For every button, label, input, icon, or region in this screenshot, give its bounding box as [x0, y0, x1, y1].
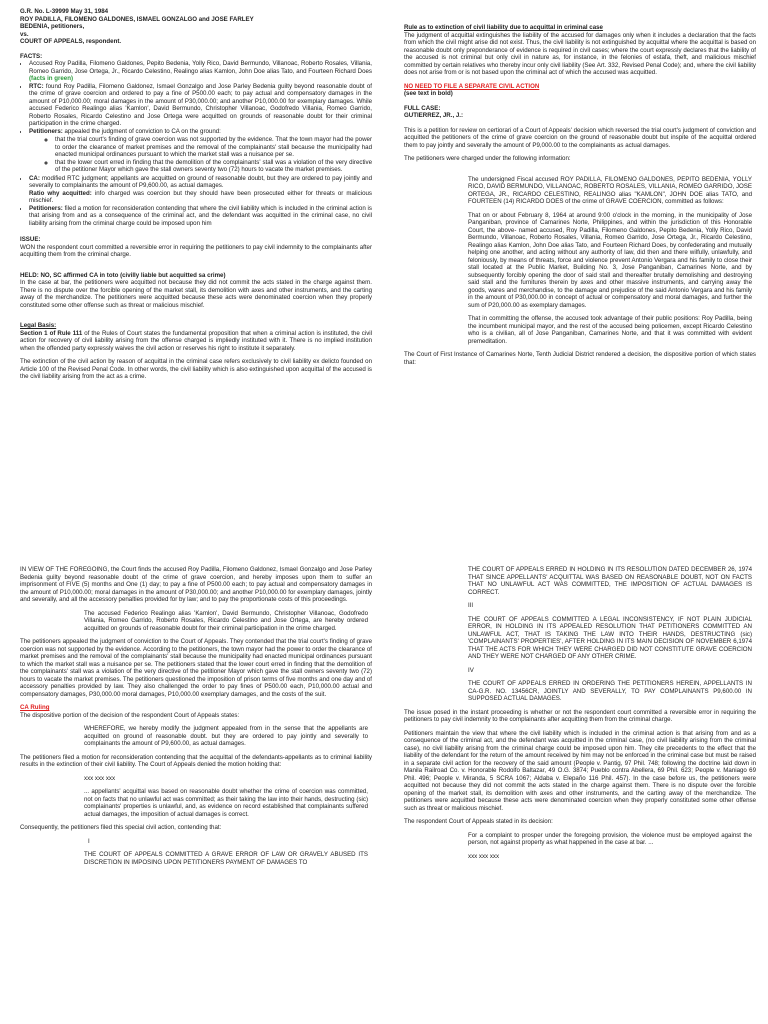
error-4-paragraph: THE COURT OF APPEALS ERRED IN ORDERING THE PETITIONERS HEREIN, APPELLANTS IN CA-G.R. NO. 13456CR, JOINTLY AND SEVERALLY, TO PAY COMPLAINANTS P9,600.00 IN SUPPOSED ACTUAL DAMAGES.: [468, 680, 752, 702]
legal-basis-heading: Legal Basis:: [20, 322, 57, 329]
motion-paragraph: The petitioners filed a motion for reconsideration contending that the acquittal of the defendants-appellants as to criminal liability results in the extinction of their civil liability. The Court of Appeals denied the motion holding that:: [20, 753, 372, 768]
petitioners-maintain-paragraph: Petitioners maintain the view that where the civil liability which is included in the criminal action is that arising from and as a consequence of the criminal act, and the defendant was acquitted in the criminal case, (no civil liability arising from the criminal case), no civil liability arising from the criminal charge could be imposed upon him. They cite precedents to the effect that the liability of the defendant for the return of the amount received by him may not be enforced in the criminal case but must be raised in a separate civil action for the recovery of the said amount (People v. Pantig, 97 Phil. 748; following the doctrine laid down in Manila Railroad Co. v. Honorable Rodolfo Baltazar, 49 O.G. 3874; Pueblo contra Abellera, 69 Phil. 623; People v. Maniago 69 Phil. 496; People v. Miranda, 5 SCRA 1067; Aldaba v. Elepaño 116 Phil. 457). In the case before us, the petitioners were acquitted not because they did not commit the acts stated in the charge against them. There is no dispute over the forcible opening of the market stall, its demolition with axes and other instruments, and the carting away of the merchandize. The petitioners were acquitted because these acts were denominated coercion when they properly constituted some other offense such as threat or malicious mischief.: [404, 729, 756, 812]
wherefore-paragraph: WHEREFORE, we hereby modify the judgment appealed from in the sense that the appellants are acquitted on ground of reasonable doubt. but they are ordered to pay jointly and severally to complainants the amount of P9,600.00, as actual damages.: [84, 725, 368, 747]
fact-item: [29, 128, 372, 174]
page1-left-column: [20, 8, 372, 512]
ellipsis-marker: xxx xxx xxx: [468, 852, 500, 860]
information-paragraph-2: That on or about February 8, 1964 at around 9:00 o'clock in the morning, in the municipality of Jose Panganiban, province of Camarines Norte, Philippines, and within the jurisdiction of this Honorable Court, the above- named accused, Roy Padilla, Filomeno Galdones, Pepito Bedenia, Yolly Rico, David Bermundo, Villanoac, Roberto Rosales, Villania, Romeo Garrido, Jose Ortega, Jr., Ricardo Celestino, Realingo alias Kamlon, John Doe alias Tato, and Fourteen Richard Does, by confederating and mutually helping one another, and acting without any authority of law, did then and there wilfully, unlawfully, and feloniously, by means of threats, force and violence prevent Antonio Vergara and his family to close their stall located at the Public Market, Building No. 3, Jose Panganiban, Camarines Norte, and by subsequently forcibly opening the door of said stall and thereafter brutally demolishing and destroying said stall and the furnitures therein by axes and other massive instruments, and carrying away the goods, wares and merchandise, to the damage and prejudice of the said Antonio Vergara and his family in the amount of P30,000.00 in concept of actual or compensatory and moral damages, and further the sum of P20,000.00 as exemplary damages.: [468, 211, 752, 309]
fact-text: Accused Roy Padilla, Filomeno Galdones, Pepito Bedenia, Yolly Rico, David Bermundo, Villanoac, Roberto Rosales, Villania, Romeo Garrido, Jose Ortega, Jr., Ricardo Celestino, Realingo alias Kamlon, John Doe alias Tato, and Fourteen Richard Does: [29, 60, 372, 75]
fact-label: CA:: [29, 174, 40, 182]
rule-text: The judgment of acquittal extinguishes the liability of the accused for damages only when it includes a declaration that the facts from which the civil might arise did not exist. Thus, the civil liability is not extinguished by acquittal where the acquittal is based on reasonable doubt only preponderance of evidence is required in civil cases; where the court expressly declares that the liability of the accused is not criminal but only civil in nature as, for instance, in the felonies of estafa, theft, and malicious mischief committed by certain relatives who thereby incur only civil liability (See Art. 332, Revised Penal Code); and, where the civil liability does not arise from or is not based upon the criminal act of which the accused was acquitted.: [404, 31, 756, 76]
facts-heading: FACTS:: [20, 52, 43, 60]
fact-subitem: ◦ that the lower court erred in finding that the demolition of the complainants' stall was a violation of the very directive of the petitioner Mayor which gave the stall owners seventy two (72) hours to vacate the market premises.: [55, 159, 372, 174]
see-text-note: (see text in bold): [404, 90, 453, 97]
fact-item: [29, 175, 372, 205]
ca-ruling-heading: CA Ruling: [20, 704, 50, 711]
case-parties-line-2: BEDENIA, petitioners,: [20, 23, 85, 30]
fact-text: appealed the judgment of conviction to CA on the ground:: [64, 127, 221, 135]
held-heading: HELD: NO, SC affirmed CA in toto (civilly liable but acquitted sa crime): [20, 271, 226, 279]
page2-left-column: [20, 566, 372, 1024]
fact-item: [29, 205, 372, 228]
ratio-text: info charged was coercion but they should have been prosecuted either for threats or malicious mischief.: [29, 189, 372, 204]
roman-numeral-1: I: [88, 837, 90, 845]
fact-text: found Roy Padilla, Filomeno Galdonez, Ismael Gonzalgo and Jose Parley Bedenia guilty beyond reasonable doubt of the crime of grave coercion and ordered to pay a fine of P500.00 each; to pay actual and compensatory damages in the amount of P10,000.00; moral damages in the amount of P30,000.00; and another P10,000.00 for exemplary damages. While accused Federico Realingo alias 'Kamlon', David Bermundo, Christopher Villanoac, Godofredo Villania, Romeo Garrido, Roberto Rosales, Ricardo Celestino and Jose Ortega were acquitted on grounds of reasonable doubt for their criminal participation in the crime charged.: [29, 82, 372, 127]
fact-text: filed a motion for reconsideration contending that where the civil liability which is included in the criminal action is that arising from and as a consequence of the criminal act, and the defendant was acquitted in the criminal case, no civil liability arising from the criminal charge could be imposed upon him: [29, 204, 372, 227]
appealed-paragraph: The petitioners appealed the judgment of conviction to the Court of Appeals. They contended that the trial court's finding of grave coercion was not supported by the evidence. According to the petitioners, the town mayor had the power to order the clearance of market premises and the removal of the complainants' stall because the municipality had enacted municipal ordinances pursuant to which the market stall was a nuisance per se. The petitioners stated that the lower court erred in finding that the demolition of the complainants' stall was a violation of the very directive of the petitioner Mayor which gave the stall owners seventy two (72) hours to vacate the market premises. The petitioners questioned the imposition of prison terms of five months and one day and of accessory penalties provided by law. They also challenged the order to pay fines of P500.00 each, P10,000.00 actual and compensatory damages, P30,000.00 moral damages, P10,000.00 exemplary damages, and the costs of the suit.: [20, 638, 372, 698]
acquitted-paragraph: The accused Federico Realingo alias 'Kamlon', David Bermundo, Christopher Villanoac, Godofredo Villania, Romeo Garrido, Roberto Rosales, Ricardo Celestino and Jose Ortega, are hereby ordered acquitted on grounds of reasonable doubt for their criminal participation in the crime charged.: [84, 609, 368, 632]
fact-item: [29, 83, 372, 128]
case-respondent: COURT OF APPEALS, respondent.: [20, 38, 122, 45]
page2-right-column: [404, 566, 756, 1024]
intro-paragraph: This is a petition for review on certiorari of a Court of Appeals' decision which reversed the trial court's judgment of conviction and acquitted the petitioners of the crime of grave coercion on the ground of reasonable doubt but inspite of the acquittal ordered them to pay jointly and severally the amount of P9,000.00 to the complainants as actual damages.: [404, 126, 756, 149]
error-2-paragraph: THE COURT OF APPEALS ERRED IN HOLDING IN ITS RESOLUTION DATED DECEMBER 26, 1974 THAT SINCE APPELLANTS' ACQUITTAL WAS BASED ON REASONABLE DOUBT, NOT ON FACTS THAT NO UNLAWFUL ACT WAS COMMITTED, THE IMPOSITION OF ACTUAL DAMAGES IS CORRECT.: [468, 566, 752, 596]
case-parties-line-1: ROY PADILLA, FILOMENO GALDONES, ISMAEL GONZALGO and JOSE FARLEY: [20, 15, 254, 23]
page1-right-column: [404, 24, 756, 512]
issue-text: WON the respondent court committed a reversible error in requiring the petitioners to pay civil indemnity to the complainants after acquitting them from the criminal charge.: [20, 243, 372, 258]
rule-111-text: of the Rules of Court states the fundamental proposition that when a criminal action is instituted, the civil action for recovery of civil liability arising from the offense charged is impliedly instituted with it. There is no implied institution when the offended party expressly waives the civil action or reserves his right to institute it separately.: [20, 329, 372, 352]
extinction-paragraph: The extinction of the civil action by reason of acquittal in the criminal case refers exclusively to civil liability ex delicto founded on Article 100 of the Revised Penal Code. In other words, the civil liability which is also extinguished upon acquittal of the accused is the civil liability arising from the act as a crime.: [20, 358, 372, 380]
issue-posed-paragraph: The issue posed in the instant proceeding is whether or not the respondent court committed a reversible error in requiring the petitioners to pay civil indemnity to the complainants after acquitting them from the criminal charge.: [404, 708, 756, 723]
complaint-quote-paragraph: For a complaint to prosper under the foregoing provision, the violence must be employed against the person, not against property as what happened in the case at bar. ...: [468, 831, 752, 846]
ca-dispositive-intro: The dispositive portion of the decision of the respondent Court of Appeals states:: [20, 711, 240, 719]
no-need-heading: NO NEED TO FILE A SEPARATE CIVIL ACTION: [404, 82, 540, 90]
respondent-court-paragraph: The respondent Court of Appeals stated in its decision:: [404, 818, 553, 825]
full-case-heading: FULL CASE:: [404, 104, 441, 112]
fact-label: Petitioners:: [29, 204, 63, 212]
information-paragraph-3: That in committing the offense, the accused took advantage of their public positions: Roy Padilla, being the incumbent municipal mayor, and the rest of the accused being policemen, except Ricardo Celestino who is a civilian, all of Jose Panganiban, Camarines Norte, and that it was committed with evident premeditation.: [468, 315, 752, 345]
ellipsis-marker: xxx xxx xxx: [84, 774, 116, 782]
roman-numeral-3: III: [468, 602, 474, 609]
error-3-paragraph: THE COURT OF APPEALS COMMITTED A LEGAL INCONSISTENCY, IF NOT PLAIN JUDICIAL ERROR, IN HOLDING IN ITS APPEALED RESOLUTION THAT PETITIONERS COMMITTED AN UNLAWFUL ACT, THAT IS TAKING THE LAW INTO THEIR HANDS, DESTRUCTING (sic) 'COMPLAINANTS' PROPERTIES', AFTER HOLDING IN ITS MAIN DECISION OF NOVEMBER 6,1974 THAT THE ACTS FOR WHICH THEY WERE CHARGED DID NOT CONSTITUTE GRAVE COERCION AND THEY WERE NOT CHARGED OF ANY OTHER CRIME.: [468, 615, 752, 660]
charged-paragraph: The petitioners were charged under the following information:: [404, 155, 571, 162]
consequently-paragraph: Consequently, the petitioners filed this special civil action, contending that:: [20, 824, 222, 831]
held-text: In the case at bar, the petitioners were acquitted not because they did not commit the acts stated in the charge against them. There is no dispute over the forcible opening of the market stall, its demolition with axes and other instruments, and the carting away of the merchandize. The petitioners were acquitted because these acts were denominated coercion when they properly constituted some other offense such as threat or malicious mischief.: [20, 279, 372, 309]
fact-sublist: [29, 136, 372, 174]
fact-subitem: ◦ that the trial court's finding of grave coercion was not supported by the evidence. That the town mayor had the power to order the clearance of market premises and the removal of the complainants' stall because the municipality had enacted municipal ordinances pursuant to which the market stall was a nuisance per se.: [55, 136, 372, 159]
fact-text: modified RTC judgment; appellants are acquitted on ground of reasonable doubt, but they are ordered to pay jointly and severally to complainants the amount of P9,600.00, as actual damages.: [29, 174, 372, 189]
rule-111-paragraph: [20, 330, 372, 353]
case-versus: vs.: [20, 30, 29, 38]
issue-heading: ISSUE:: [20, 236, 41, 243]
case-number: G.R. No. L-39999 May 31, 1984: [20, 8, 109, 15]
error-1-paragraph: THE COURT OF APPEALS COMMITTED A GRAVE ERROR OF LAW OR GRAVELY ABUSED ITS DISCRETION IN IMPOSING UPON PETITIONERS PAYMENT OF DAMAGES TO: [84, 851, 368, 866]
fact-item: [29, 60, 372, 83]
ca-quote-paragraph: ... appellants' acquittal was based on reasonable doubt whether the crime of coercion was committed, not on facts that no unlawful act was committed; as their taking the law into their hands, destructing (sic) complainants' properties is unlawful, and, as evidence on record established that complainants suffered actual damages, the imposition of actual damages is correct.: [84, 788, 368, 818]
dispositive-paragraph: IN VIEW OF THE FOREGOING, the Court finds the accused Roy Padilla, Filomeno Galdonez, Ismael Gonzalgo and Jose Parley Bedenia guilty beyond reasonable doubt of the crime of grave coercion, and hereby imposes upon them to suffer an imprisonment of FIVE (5) months and One (1) day; to pay a fine of P500.00 each; to pay actual and compensatory damages in the amount of P10,000.00; moral damages in the amount of P30,000.00; and another P10,000.00 for exemplary damages, jointly and severally, and all the accessory penalties provided for by law; and to pay the proportionate costs of this proceedings.: [20, 566, 372, 603]
document-page-2: [0, 512, 768, 1024]
rule-heading: Rule as to extinction of civil liability due to acquittal in criminal case: [404, 24, 603, 31]
ponente: GUTIERREZ, JR., J.:: [404, 112, 464, 119]
ratio-label: Ratio why acquitted:: [29, 189, 92, 197]
facts-list: [20, 60, 372, 227]
cfi-paragraph: The Court of First Instance of Camarines Norte, Tenth Judicial District rendered a decision, the dispositive portion of which states that:: [404, 351, 756, 366]
roman-numeral-4: IV: [468, 666, 474, 674]
rule-111-label: Section 1 of Rule 111: [20, 329, 83, 337]
facts-in-green-note: (facts in green): [29, 75, 74, 82]
information-paragraph-1: The undersigned Fiscal accused ROY PADILLA, FILOMENO GALDONES, PEPITO BEDENIA, YOLLY RICO, DAVID BERMUNDO, VILLANOAC, ROBERTO ROSALES, VILLANIA, ROMEO GARRIDO, JOSE ORTEGA, JR., RICARDO CELESTINO, REALINGO alias "KAMLON", JOHN DOE alias TATO, and FOURTEEN (14) RICARDO DOES of the crime of GRAVE COERCION, committed as follows:: [468, 175, 752, 205]
fact-label: RTC:: [29, 82, 44, 90]
fact-label: Petitioners:: [29, 127, 63, 135]
